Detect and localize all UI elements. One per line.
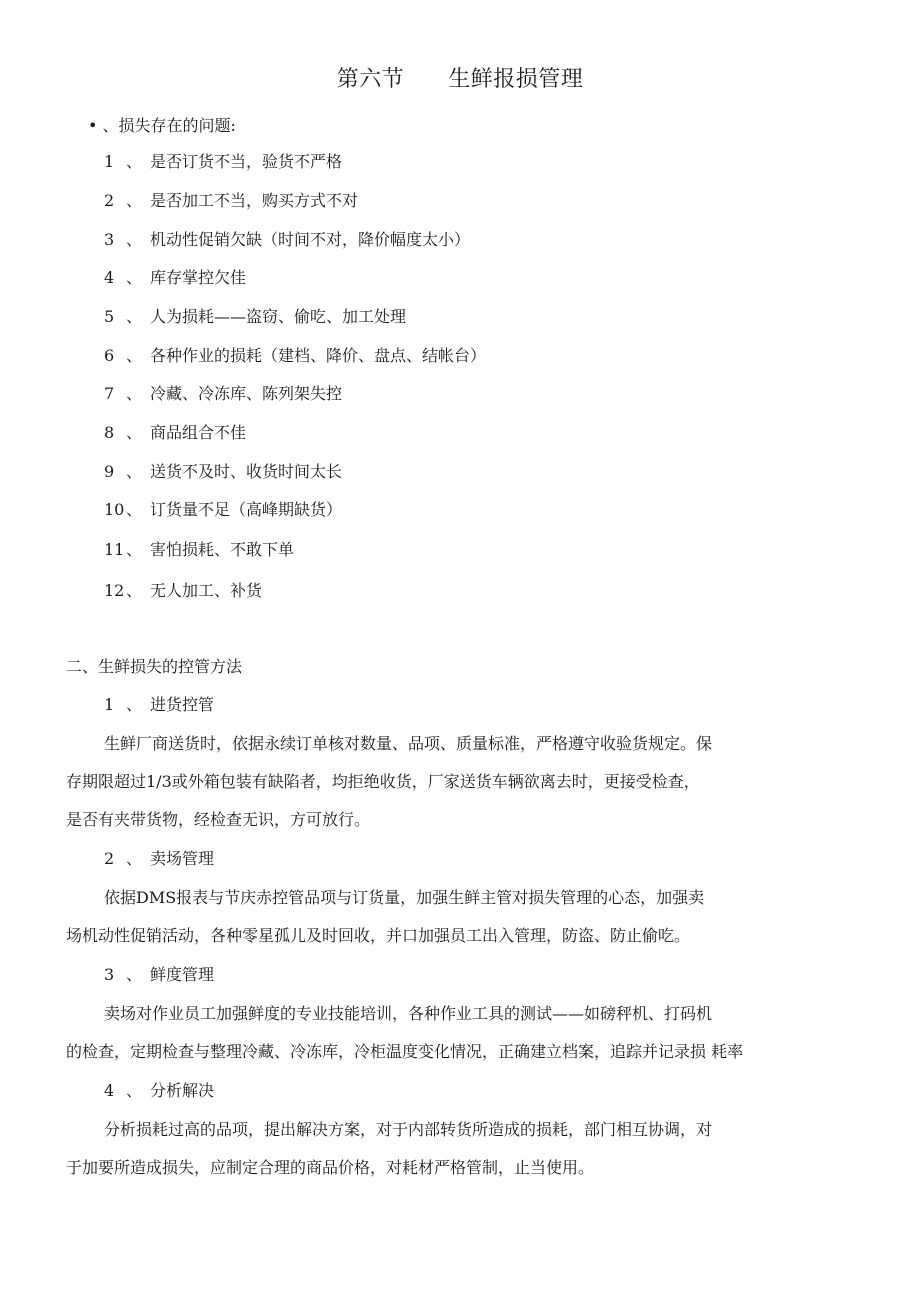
list-item: 8 、 商品组合不佳 [104,423,247,442]
paragraph-line: 的检查，定期检查与整理冷藏、冷冻库，冷柜温度变化情况，正确建立档案，追踪并记录损 耗率 [66,1042,744,1061]
paragraph-line: 依据DMS报表与节庆赤控管品项与订货量，加强生鲜主管对损失管理的心态，加强卖 [104,888,705,907]
list-item: 2 、 是否加工不当，购买方式不对 [104,191,359,210]
paragraph-line: 于加要所造成损失，应制定合理的商品价格，对耗材严格管制，止当使用。 [66,1158,595,1177]
paragraph-line: 场机动性促销活动，各种零星孤儿及时回收，并口加强员工出入管理，防盗、防止偷吃。 [66,926,691,945]
paragraph-line: 卖场对作业员工加强鲜度的专业技能培训，各种作业工具的测试——如磅秤机、打码机 [104,1004,713,1023]
section2-heading: 二、生鲜损失的控管方法 [66,657,243,676]
list-item: 11 、 害怕损耗、不敢下单 [104,540,295,559]
section1-heading: • 、损失存在的问题: [88,116,236,135]
paragraph-line: 生鲜厂商送货时，依据永续订单核对数量、品项、质量标准，严格遵守收验货规定。保 [104,734,713,753]
paragraph-line: 分析损耗过高的品项，提出解决方案，对于内部转货所造成的损耗，部门相互协调，对 [104,1120,713,1139]
paragraph-line: 存期限超过1/3或外箱包装有缺陷者，均拒绝收货，厂家送货车辆欲离去时，更接受检查， [66,772,700,791]
subsection-heading: 3 、 鲜度管理 [104,965,215,984]
list-item: 1 、 是否订货不当，验货不严格 [104,152,343,171]
paragraph-line: 是否有夹带货物，经检查无识，方可放行。 [66,810,371,829]
list-item: 4 、 库存掌控欠佳 [104,268,247,287]
list-item: 6 、 各种作业的损耗（建档、降价、盘点、结帐台） [104,346,487,365]
list-item: 5 、 人为损耗——盗窃、偷吃、加工处理 [104,307,407,326]
page-title [0,62,920,93]
list-item: 7 、 冷藏、冷冻库、陈列架失控 [104,384,343,403]
subsection-heading: 1 、 进货控管 [104,695,215,714]
list-item: 10 、 订货量不足（高峰期缺货） [104,500,343,519]
list-item: 12 、 无人加工、补货 [104,581,263,600]
subsection-heading: 2 、 卖场管理 [104,849,215,868]
title-section-number: 第六节 [336,67,405,92]
subsection-heading: 4 、 分析解决 [104,1081,215,1100]
list-item: 3 、 机动性促销欠缺（时间不对，降价幅度太小） [104,230,471,249]
list-item: 9 、 送货不及时、收货时间太长 [104,462,343,481]
title-section-name: 生鲜报损管理 [448,67,584,92]
